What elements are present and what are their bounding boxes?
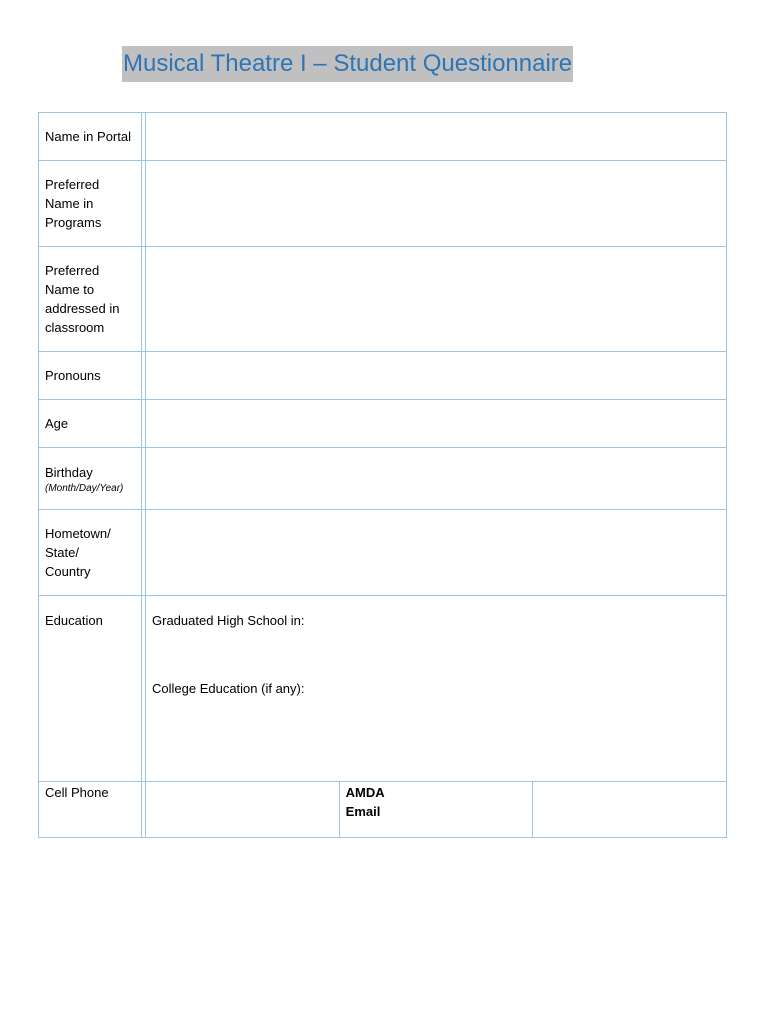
graduated-high-school-label: Graduated High School in: [152, 613, 305, 628]
field-amda-email[interactable] [533, 782, 727, 838]
field-cell-phone[interactable] [146, 782, 340, 838]
row-birthday [39, 448, 727, 510]
questionnaire-table [38, 112, 727, 838]
label-education: Education [39, 596, 142, 782]
field-birthday[interactable] [146, 448, 727, 510]
field-pronouns[interactable] [146, 352, 727, 400]
label-amda-email: AMDA Email [339, 782, 533, 838]
row-cell-phone [39, 782, 727, 838]
birthday-format-hint: (Month/Day/Year) [45, 482, 124, 494]
label-age: Age [39, 400, 142, 448]
field-preferred-name-classroom[interactable] [146, 247, 727, 352]
field-hometown[interactable] [146, 510, 727, 596]
label-name-in-portal: Name in Portal [39, 113, 142, 161]
row-hometown [39, 510, 727, 596]
label-hometown: Hometown/ State/ Country [39, 510, 142, 596]
field-age[interactable] [146, 400, 727, 448]
row-education [39, 596, 727, 782]
label-pronouns: Pronouns [39, 352, 142, 400]
row-preferred-name-programs [39, 161, 727, 247]
row-preferred-name-classroom [39, 247, 727, 352]
row-pronouns [39, 352, 727, 400]
row-name-in-portal [39, 113, 727, 161]
field-preferred-name-programs[interactable] [146, 161, 727, 247]
label-cell-phone: Cell Phone [39, 782, 142, 838]
field-education[interactable] [146, 596, 727, 782]
field-name-in-portal[interactable] [146, 113, 727, 161]
label-birthday: Birthday (Month/Day/Year) [39, 448, 142, 510]
document-title: Musical Theatre I – Student Questionnaire [122, 46, 573, 82]
label-preferred-name-classroom: Preferred Name to addressed in classroom [39, 247, 142, 352]
college-education-label: College Education (if any): [152, 681, 305, 696]
label-preferred-name-programs: Preferred Name in Programs [39, 161, 142, 247]
row-age [39, 400, 727, 448]
